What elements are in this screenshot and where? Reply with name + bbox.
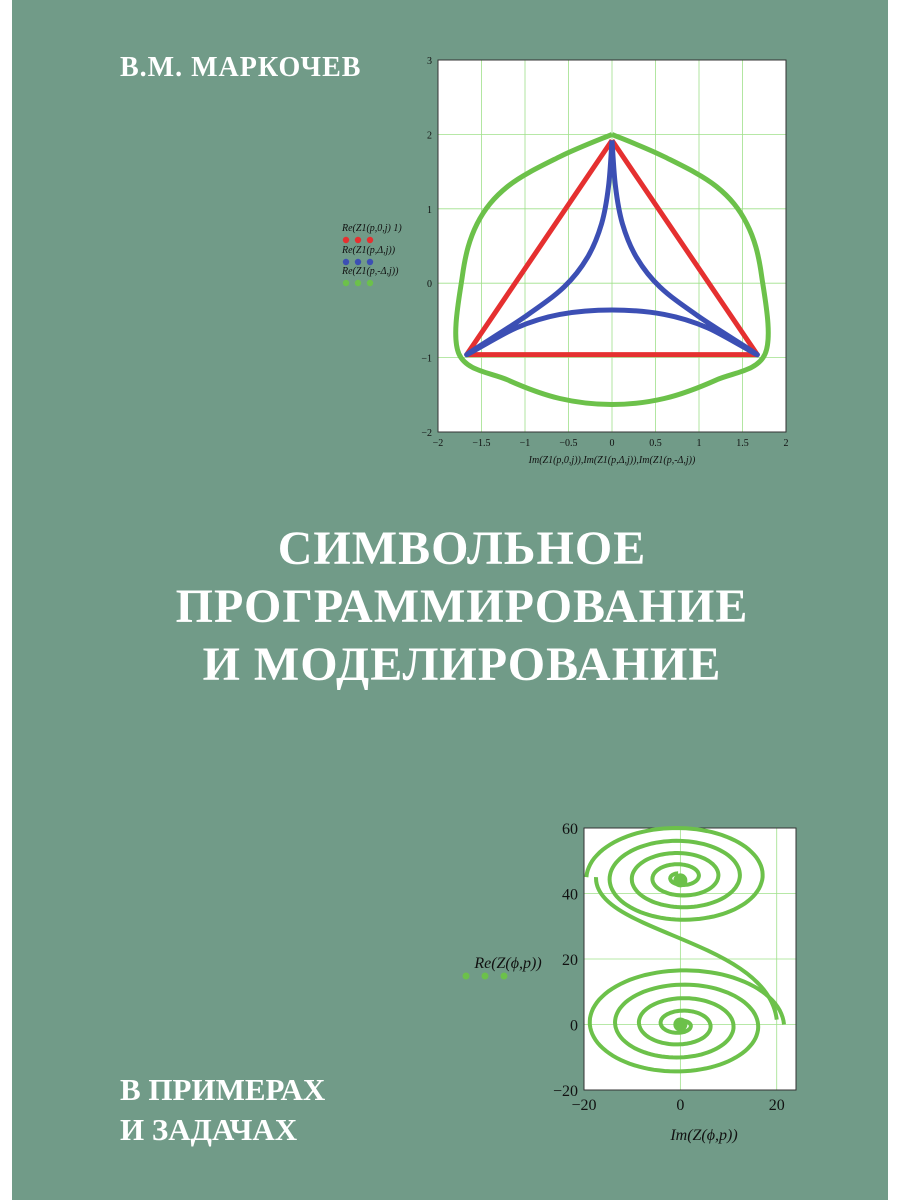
chart2-y-tick-label: 20 <box>562 952 578 969</box>
chart1-x-tick-label: 1.5 <box>736 438 749 449</box>
chart1-legend-label: Re(Z1(p,Δ,j)) <box>342 245 396 256</box>
chart1-legend-dot <box>343 259 349 265</box>
chart2-y-axis-label: Re(Z(ϕ,p)) <box>474 955 542 972</box>
chart1-x-tick-label: 2 <box>783 438 789 449</box>
chart1-y-tick-label: −2 <box>421 428 432 439</box>
chart1-legend-dot <box>367 259 373 265</box>
chart1-legend-dot <box>355 280 361 286</box>
chart2-legend-dot <box>482 973 489 980</box>
title-line: ПРОГРАММИРОВАНИЕ <box>175 580 749 633</box>
chart2-x-tick-label: 0 <box>676 1097 685 1114</box>
book-subtitle <box>120 1070 325 1150</box>
chart1-x-tick-label: −1 <box>519 438 531 449</box>
chart2-connector <box>596 877 777 1019</box>
chart1-legend <box>341 223 402 286</box>
chart2-x-axis-label: Im(Z(ϕ,p)) <box>670 1127 738 1144</box>
chart2-plot-area <box>584 828 796 1090</box>
chart2-x-tick-label: 20 <box>768 1097 785 1114</box>
chart2-y-tick-label: 40 <box>562 886 578 904</box>
chart1-legend-dot <box>367 280 373 286</box>
chart1-x-ticks <box>433 438 789 449</box>
title-line: И МОДЕЛИРОВАНИЕ <box>202 638 722 691</box>
chart2-y-tick-label: 60 <box>562 821 578 838</box>
chart1-x-tick-label: 1 <box>696 438 702 449</box>
chart2-lower-core <box>673 1018 687 1032</box>
chart1-y-tick-label: 0 <box>427 279 432 291</box>
chart1-y-ticks <box>421 56 432 439</box>
chart2-series <box>586 828 784 1071</box>
deltoid-chart <box>12 0 888 480</box>
book-title <box>12 520 888 694</box>
author-name: В.М. МАРКОЧЕВ <box>120 52 362 83</box>
chart2-legend-dot <box>463 973 470 980</box>
chart2-y-tick-label: −20 <box>552 1083 578 1100</box>
chart1-x-tick-label: 0 <box>609 438 615 449</box>
chart1-legend-label: Re(Z1(p,-Δ,j)) <box>342 266 399 277</box>
chart2-x-tick-label: −20 <box>571 1097 597 1114</box>
chart1-legend-label: Re(Z1(p,0,j) 1) <box>342 223 402 234</box>
chart2-legend-dot <box>501 973 508 980</box>
chart2-upper-core <box>673 873 687 887</box>
chart2-frame <box>584 828 796 1090</box>
chart1-x-tick-label: −0.5 <box>559 438 578 449</box>
chart2-grid <box>584 828 796 1090</box>
chart2-legend-dots <box>463 973 508 980</box>
chart1-y-tick-label: 2 <box>427 130 432 142</box>
subtitle-line: И ЗАДАЧАХ <box>120 1112 298 1147</box>
chart1-legend-dot <box>367 237 373 243</box>
book-cover <box>12 0 888 1200</box>
chart1-y-tick-label: −1 <box>421 353 432 365</box>
title-line: СИМВОЛЬНОЕ <box>277 522 647 575</box>
chart2-lower-spiral <box>590 970 784 1071</box>
chart1-x-axis-label: Im(Z1(p,0,j)),Im(Z1(p,Δ,j)),Im(Z1(p,-Δ,j)) <box>528 455 696 466</box>
chart2-y-tick-label: 0 <box>570 1017 578 1035</box>
chart1-y-tick-label: 3 <box>427 56 432 67</box>
chart1-x-tick-label: −2 <box>432 438 444 449</box>
chart1-legend-dot <box>343 237 349 243</box>
chart2-x-ticks <box>571 1097 784 1114</box>
chart2-y-ticks <box>553 821 578 1100</box>
chart2-upper-spiral <box>586 828 762 920</box>
chart1-legend-dot <box>343 280 349 286</box>
chart1-y-tick-label: 1 <box>427 204 432 216</box>
chart1-x-tick-label: 0.5 <box>649 438 662 449</box>
chart1-legend-dot <box>355 237 361 243</box>
chart1-legend-dot <box>355 259 361 265</box>
subtitle-line: В ПРИМЕРАХ <box>120 1072 326 1107</box>
chart1-x-tick-label: −1.5 <box>472 438 491 449</box>
